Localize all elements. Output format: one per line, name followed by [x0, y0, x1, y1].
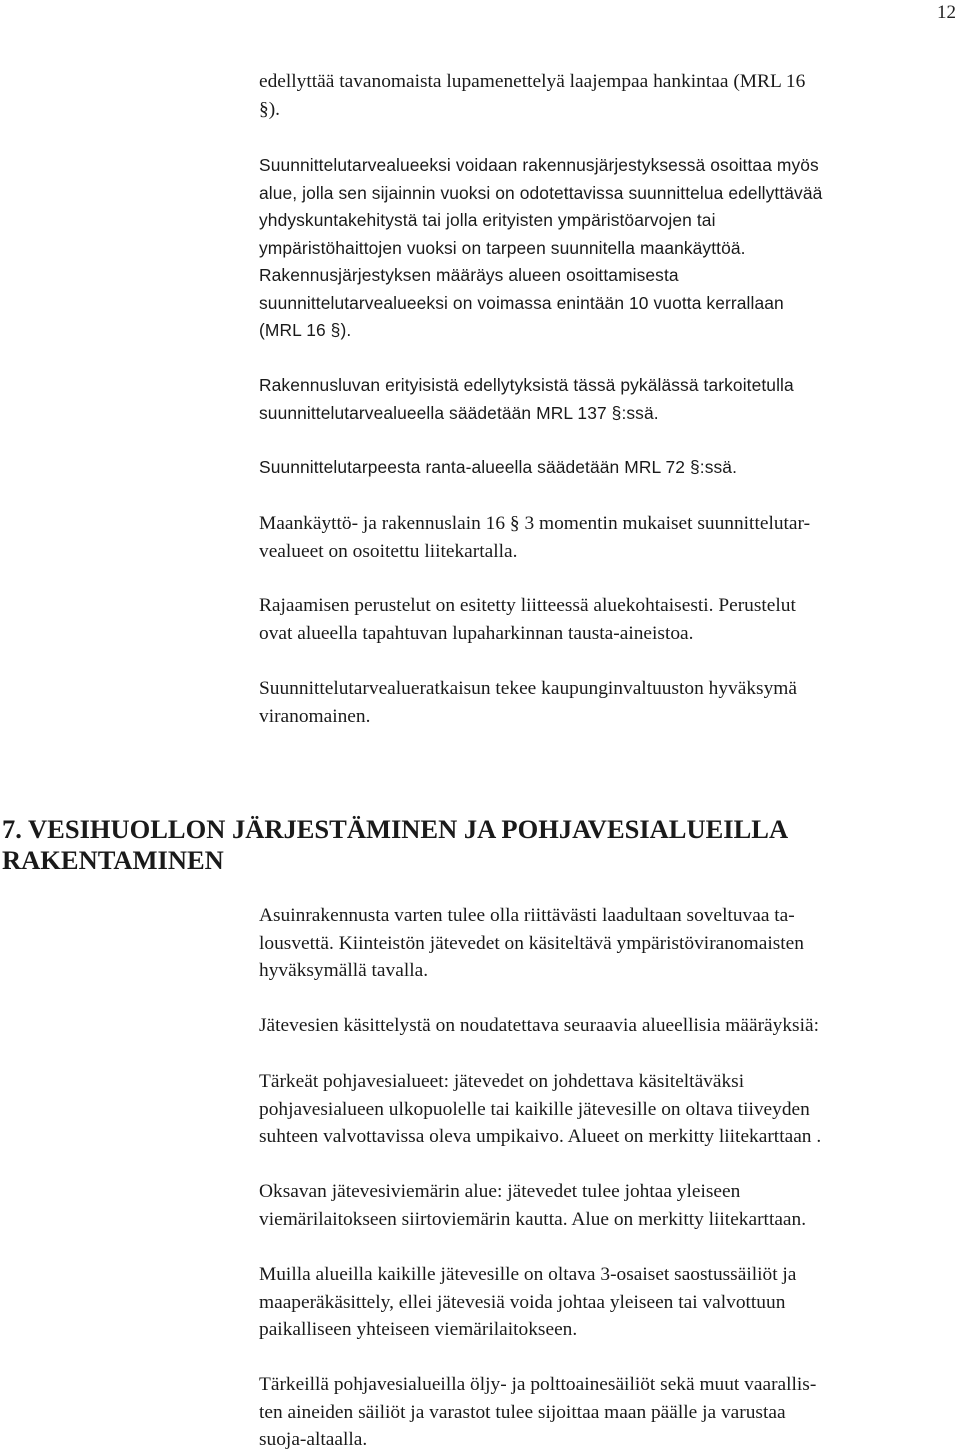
paragraph-oljysailiot: Tärkeillä pohjavesialueilla öljy- ja polttoainesäiliöt sekä muut vaarallis- ten aineiden säiliöt ja varastot tulee sijoittaa maan päälle ja varustaa suoja-altaalla.	[259, 1374, 817, 1450]
section-heading-vesihuolto: 7. VESIHUOLLON JÄRJESTÄMINEN JA POHJAVESIALUEILLA RAKENTAMINEN	[2, 814, 789, 875]
paragraph-muut-alueet: Muilla alueilla kaikille jätevesille on oltava 3-osaiset saostussäiliöt ja maaperäkäsittely, ellei jätevesiä voida johtaa yleiseen tai valvottuun paikalliseen yhteiseen viemärilaitokseen.	[259, 1264, 797, 1340]
paragraph-mrl16-continuation: edellyttää tavanomaista lupamenettelyä laajempaa hankintaa (MRL 16 §).	[259, 71, 806, 120]
paragraph-jatevesimaaraykset-intro: Jätevesien käsittelystä on noudatettava seuraavia alueellisia määräyksiä:	[259, 1015, 819, 1036]
paragraph-rakennuslupa-edellytykset: Rakennusluvan erityisistä edellytyksistä tässä pykälässä tarkoitetulla suunnittelutarvealueella säädetään MRL 137 §:ssä.	[259, 375, 794, 423]
paragraph-liitekartta: Maankäyttö- ja rakennuslain 16 § 3 momentin mukaiset suunnittelutar- vealueet on osoitettu liitekartalla.	[259, 513, 811, 562]
paragraph-suunnittelutarvealue-definition: Suunnittelutarvealueeksi voidaan rakennusjärjestyksessä osoittaa myös alue, jolla sen sijainnin vuoksi on odotettavissa suunnittelua edellyttävää yhdyskuntakehitystä tai jolla erityisten ympäristöarvojen tai ympäristöhaittojen vuoksi on tarpeen suunnitella maankäyttöä. Rakennusjärjestyksen määräys alueen osoittamisesta suunnittelutarvealueeksi on voimassa enintään 10 vuotta kerrallaan (MRL 16 §).	[259, 155, 823, 340]
paragraph-ranta-alue: Suunnittelutarpeesta ranta-alueella säädetään MRL 72 §:ssä.	[259, 457, 738, 477]
page-number: 12	[937, 2, 956, 23]
paragraph-tarkeat-pohjavesialueet: Tärkeät pohjavesialueet: jätevedet on johdettava käsiteltäväksi pohjavesialueen ulkopuolelle tai kaikille jätevesille on oltava tiiveyden suhteen valvottavissa oleva umpikaivo. Alueet on merkitty liitekarttaan .	[259, 1071, 822, 1147]
paragraph-talousvesi: Asuinrakennusta varten tulee olla riittävästi laadultaan soveltuvaa ta- lousvettä. Kiinteistön jätevedet on käsiteltävä ympäristöviranomaisten hyväksymällä tavalla.	[259, 905, 804, 981]
paragraph-rajaamisen-perustelut: Rajaamisen perustelut on esitetty liitteessä aluekohtaisesti. Perustelut ovat alueella tapahtuvan lupaharkinnan tausta-aineistoa.	[259, 595, 796, 644]
paragraph-ratkaisun-tekija: Suunnittelutarvealueratkaisun tekee kaupunginvaltuuston hyväksymä viranomainen.	[259, 678, 797, 727]
paragraph-oksavan-viemarialue: Oksavan jätevesiviemärin alue: jätevedet tulee johtaa yleiseen viemärilaitokseen siirtoviemärin kautta. Alue on merkitty liitekarttaan.	[259, 1181, 807, 1230]
